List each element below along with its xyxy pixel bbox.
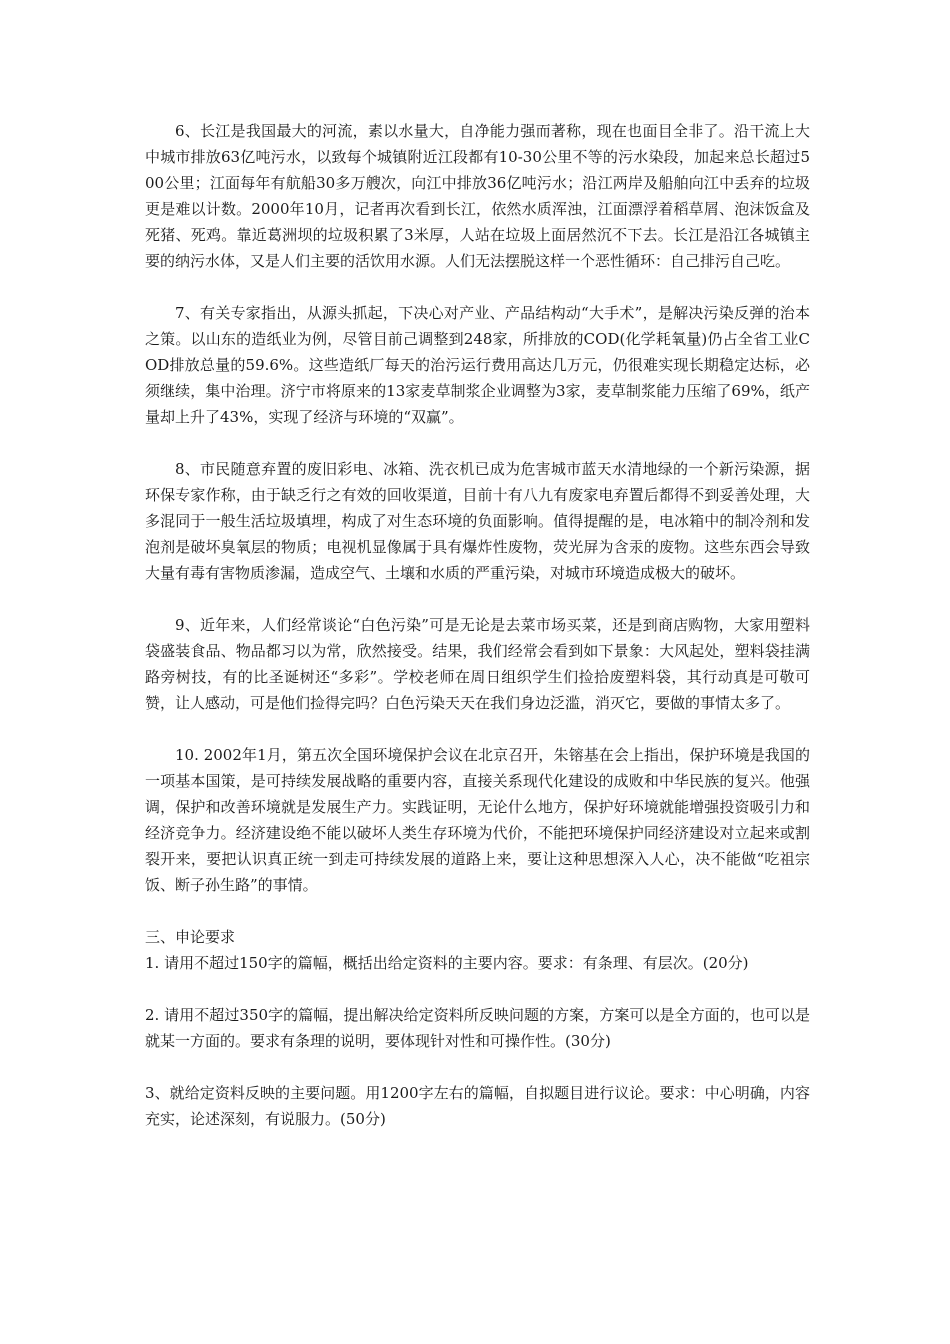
requirement-2: 2. 请用不超过350字的篇幅，提出解决给定资料所反映问题的方案，方案可以是全方面的，也可以是就某一方面的。要求有条理的说明，要体现针对性和可操作性。(30分) <box>145 1006 810 1050</box>
requirement-3: 3、就给定资料反映的主要问题。用1200字左右的篇幅，自拟题目进行议论。要求：中心明确，内容充实，论述深刻，有说服力。(50分) <box>145 1084 810 1128</box>
paragraph-9: 9、近年来，人们经常谈论“白色污染”可是无论是去菜市场买菜，还是到商店购物，大家用塑料袋盛装食品、物品都习以为常，欣然接受。结果，我们经常会看到如下景象：大风起处，塑料袋挂满路旁树技，有的比圣诞树还“多彩”。学校老师在周日组织学生们捡拾废塑料袋，其行动真是可敬可赞，让人感动，可是他们捡得完吗？白色污染天天在我们身边泛滥，消灭它，要做的事情太多了。 <box>145 616 810 712</box>
paragraph-8: 8、市民随意弃置的废旧彩电、冰箱、洗衣机已成为危害城市蓝天水清地绿的一个新污染源，据环保专家作称，由于缺乏行之有效的回收渠道，目前十有八九有废家电弃置后都得不到妥善处理，大多混同于一般生活垃圾填埋，构成了对生态环境的负面影响。值得提醒的是，电冰箱中的制冷剂和发泡剂是破坏臭氧层的物质；电视机显像属于具有爆炸性废物，荧光屏为含汞的废物。这些东西会导致大量有毒有害物质渗漏，造成空气、土壤和水质的严重污染，对城市环境造成极大的破坏。 <box>145 460 810 582</box>
paragraph-10: 10. 2002年1月，第五次全国环境保护会议在北京召开，朱镕基在会上指出，保护环境是我国的一项基本国策，是可持续发展战略的重要内容，直接关系现代化建设的成败和中华民族的复兴。他强调，保护和改善环境就是发展生产力。实践证明，无论什么地方，保护好环境就能增强投资吸引力和经济竞争力。经济建设绝不能以破坏人类生存环境为代价，不能把环境保护同经济建设对立起来或割裂开来，要把认识真正统一到走可持续发展的道路上来，要让这种思想深入人心，决不能做“吃祖宗饭、断子孙生路”的事情。 <box>145 746 810 894</box>
requirement-1: 1. 请用不超过150字的篇幅，概括出给定资料的主要内容。要求：有条理、有层次。(20分) <box>145 954 749 972</box>
paragraph-6: 6、长江是我国最大的河流，素以水量大，自净能力强而著称，现在也面目全非了。沿干流上大中城市排放63亿吨污水，以致每个城镇附近江段都有10-30公里不等的污水染段，加起来总长超过500公里；江面每年有航船30多万艘次，向江中排放36亿吨污水；沿江两岸及船舶向江中丢弃的垃圾更是难以计数。2000年10月，记者再次看到长江，依然水质浑浊，江面漂浮着稻草屑、泡沫饭盒及死猪、死鸡。靠近葛洲坝的垃圾积累了3米厚，人站在垃圾上面居然沉不下去。长江是沿江各城镇主要的纳污水体，又是人们主要的活饮用水源。人们无法摆脱这样一个恶性循环：自己排污自己吃。 <box>145 122 810 270</box>
section-heading: 三、申论要求 <box>145 928 236 946</box>
document-page <box>145 118 810 1158</box>
paragraph-7: 7、有关专家指出，从源头抓起，下决心对产业、产品结构动“大手术”，是解决污染反弹的治本之策。以山东的造纸业为例，尽管目前己调整到248家，所排放的COD(化学耗氧量)仍占全省工业COD排放总量的59.6%。这些造纸厂每天的治污运行费用高达几万元，仍很难实现长期稳定达标，必须继续，集中治理。济宁市将原来的13家麦草制浆企业调整为3家，麦草制浆能力压缩了69%，纸产量却上升了43%，实现了经济与环境的“双赢”。 <box>145 304 810 426</box>
